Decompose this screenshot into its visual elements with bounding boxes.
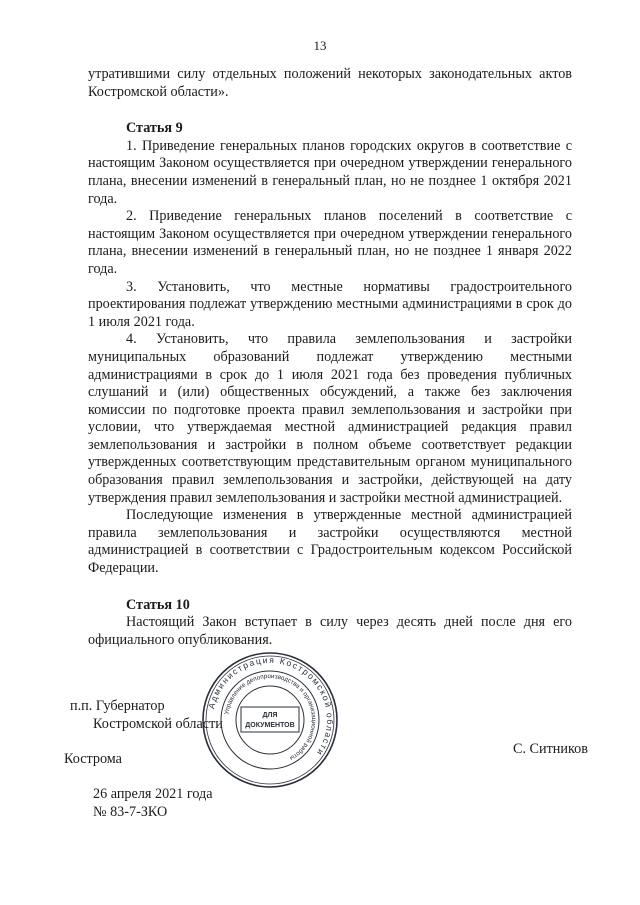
svg-text:ДЛЯ: ДЛЯ xyxy=(262,712,278,719)
official-stamp xyxy=(200,650,340,790)
signer-title-line-1: п.п. Губернатор xyxy=(70,698,165,714)
signer-name: С. Ситников xyxy=(513,741,588,757)
article-9-paragraph-3: 3. Установить, что местные нормативы градостроительного проектирования подлежат утверждению местными администрациями в срок до 1 июля 2021 года. xyxy=(88,278,572,330)
article-9-paragraph-1: 1. Приведение генеральных планов городских округов в соответствие с настоящим Законом осуществляется при очередном утверждении генерального плана, внесении изменений в генеральный план, но не позднее 1 октября 2021 года. xyxy=(88,137,572,207)
signer-title-line-2: Костромской области xyxy=(93,716,223,732)
svg-text:Управление делопроизводства и: Управление делопроизводства и организационной работы xyxy=(223,672,318,762)
article-9-paragraph-5: Последующие изменения в утвержденные местной администрацией правила землепользования и застройки осуществляются местной администрацией в соответствии с Градостроительным кодексом Российской Федерации. xyxy=(88,507,572,577)
intro-paragraph: утратившими силу отдельных положений некоторых законодательных актов Костромской области». xyxy=(88,66,572,100)
article-9-heading: Статья 9 xyxy=(126,120,183,137)
svg-text:ДОКУМЕНТОВ: ДОКУМЕНТОВ xyxy=(245,722,295,729)
document-number: № 83-7-ЗКО xyxy=(93,804,168,820)
article-10-paragraph-1: Настоящий Закон вступает в силу через десять дней после дня его официального опубликования. xyxy=(88,614,572,648)
law-text xyxy=(88,66,572,649)
document-date: 26 апреля 2021 года xyxy=(93,786,213,802)
article-9-paragraph-4: 4. Установить, что правила землепользования и застройки муниципальных образований подлежат утверждению местными администрациями в срок до 1 июля 2021 года без проведения публичных слушаний и (или) общественных обсуждений, а также без заключения комиссии по подготовке проекта правил землепользования и застройки при условии, что утверждаемая местной администрацией редакция правил землепользования и застройки в полном объеме соответствует редакции утвержденных соответствующим представительным органом муниципального образования правил землепользования и застройки, действующей на дату утверждения правил землепользования и застройки местной администрацией. xyxy=(88,331,572,506)
city-name: Кострома xyxy=(64,751,122,767)
svg-text:Администрация Костромской обла: Администрация Костромской области xyxy=(206,654,336,759)
article-10-heading: Статья 10 xyxy=(126,596,190,613)
page-number: 13 xyxy=(313,38,327,53)
article-9-paragraph-2: 2. Приведение генеральных планов поселений в соответствие с настоящим Законом осуществляется при очередном утверждении генерального плана, внесении изменений в генеральный план, но не позднее 1 января 2022 года. xyxy=(88,208,572,277)
